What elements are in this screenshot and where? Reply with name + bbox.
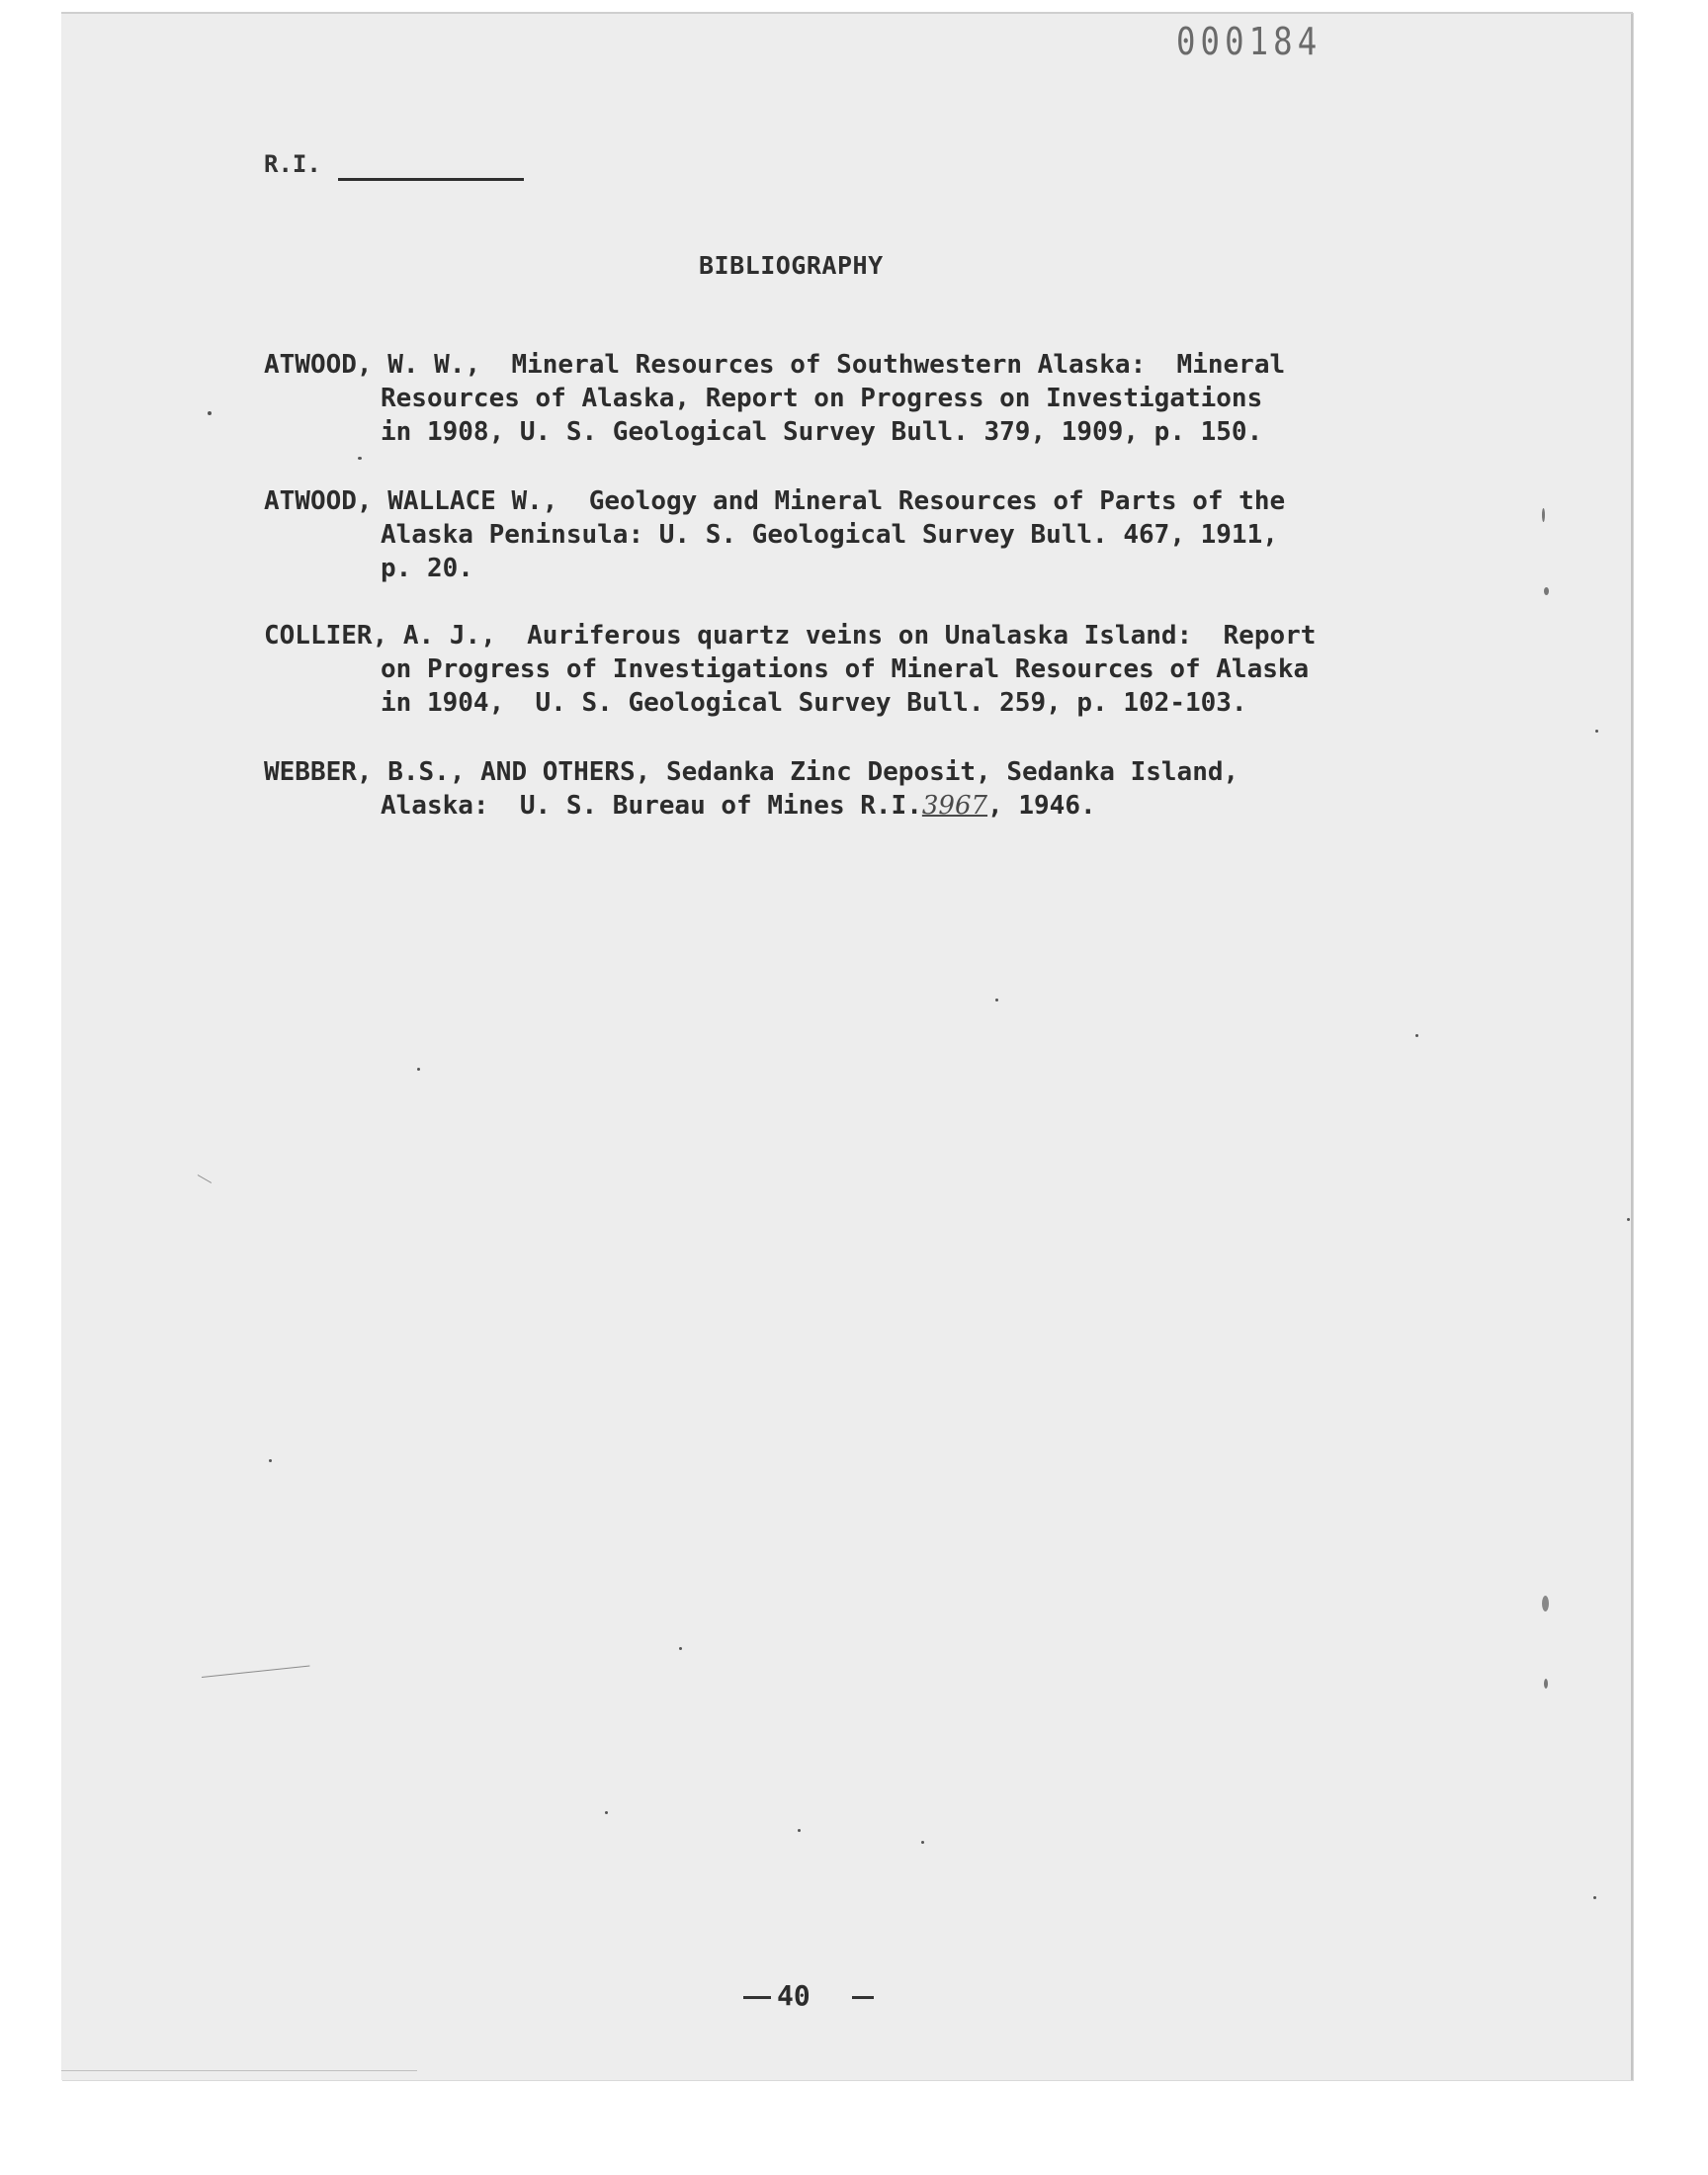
bibliography-entry-atwood-ww (264, 348, 1480, 449)
document-page (61, 12, 1633, 2080)
scan-mark (202, 1666, 310, 1678)
bibliography-entry-webber (264, 755, 1480, 823)
scan-speck (1544, 587, 1549, 595)
scan-speck (1627, 1218, 1630, 1221)
scan-edge-mark (61, 2070, 417, 2071)
scan-speck (1593, 1896, 1596, 1899)
scan-speck (1415, 1034, 1418, 1037)
entry-line: COLLIER, A. J., Auriferous quartz veins on Unalaska Island: Report (264, 621, 1317, 651)
scan-speck (1544, 1679, 1548, 1689)
scan-speck (1542, 1596, 1549, 1611)
entry-line-prefix: Alaska: U. S. Bureau of Mines R.I. (381, 791, 922, 821)
scan-speck (798, 1829, 801, 1832)
scan-mark (198, 1174, 212, 1183)
entry-line-suffix: , 1946. (987, 791, 1096, 821)
scan-speck (605, 1811, 608, 1814)
page-number-dash-right (852, 1996, 874, 1999)
sheet-right-edge (1631, 14, 1633, 2080)
bibliography-entry-collier (264, 619, 1480, 720)
scan-speck (921, 1841, 924, 1844)
entry-line: in 1908, U. S. Geological Survey Bull. 379, 1909, p. 150. (381, 417, 1263, 447)
entry-line: on Progress of Investigations of Mineral Resources of Alaska (381, 654, 1310, 684)
bibliography-entry-atwood-wallace (264, 484, 1480, 585)
scan-speck (208, 411, 212, 415)
scan-speck (417, 1068, 420, 1071)
entry-line: WEBBER, B.S., AND OTHERS, Sedanka Zinc Deposit, Sedanka Island, (264, 757, 1239, 787)
scan-speck (995, 999, 998, 1001)
page-number (739, 1979, 811, 2012)
entry-line: p. 20. (381, 554, 473, 583)
entry-line: ATWOOD, WALLACE W., Geology and Mineral Resources of Parts of the (264, 486, 1286, 516)
scan-speck (1542, 508, 1545, 522)
ri-label: R.I. (264, 150, 321, 178)
scan-speck (1595, 730, 1598, 733)
entry-line: Alaska Peninsula: U. S. Geological Survey Bull. 467, 1911, (381, 520, 1278, 550)
ri-blank-line (338, 178, 524, 181)
page-number-text: 40 (777, 1979, 811, 2012)
scan-speck (269, 1459, 272, 1462)
entry-line-last (264, 789, 1480, 823)
page-title: BIBLIOGRAPHY (699, 251, 884, 280)
entry-line: Resources of Alaska, Report on Progress on Investigations (381, 384, 1263, 413)
handwritten-ri-number: 3967 (921, 791, 988, 821)
entry-line: in 1904, U. S. Geological Survey Bull. 259, p. 102-103. (381, 688, 1247, 718)
scan-speck (679, 1647, 682, 1650)
document-stamp-number: 000184 (1176, 20, 1323, 63)
scan-speck (358, 457, 362, 460)
entry-line: ATWOOD, W. W., Mineral Resources of Southwestern Alaska: Mineral (264, 350, 1286, 380)
